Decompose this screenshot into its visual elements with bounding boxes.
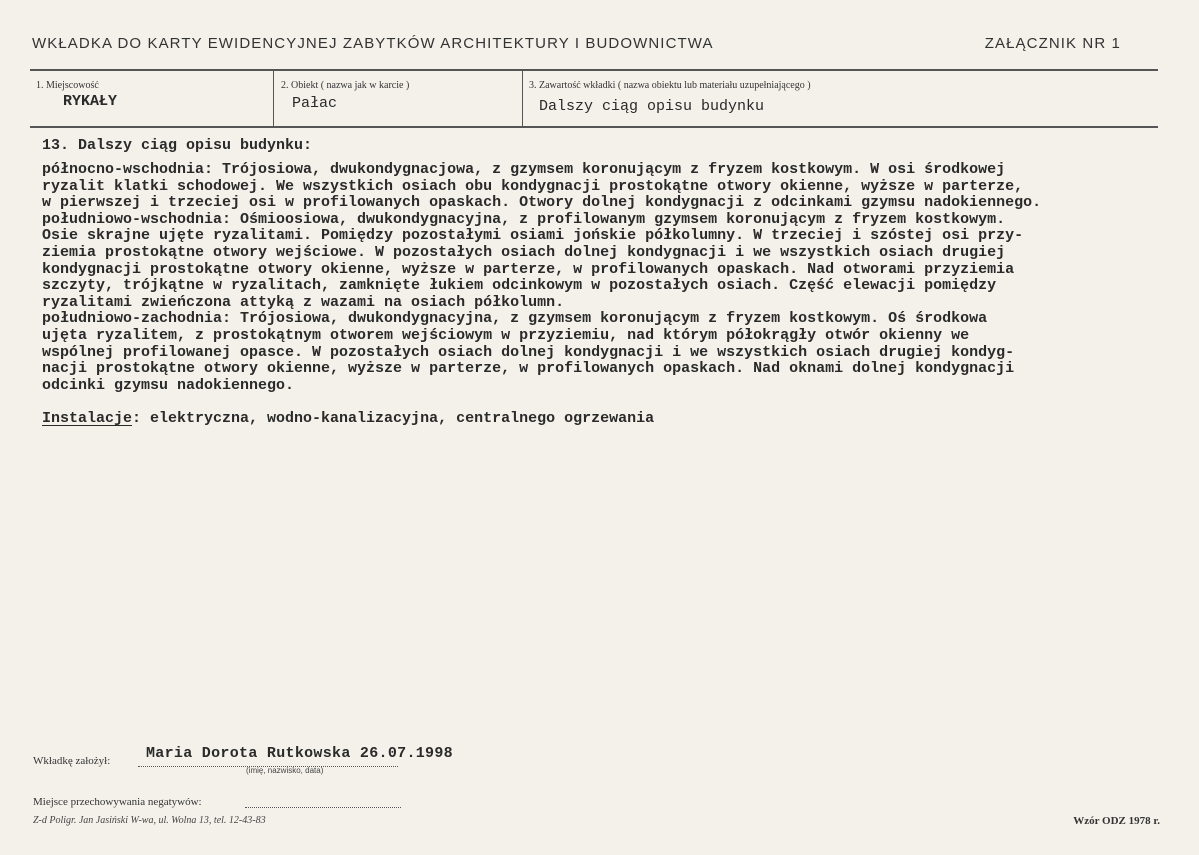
description-line: ryzalit klatki schodowej. We wszystkich osiach obu kondygnacji prostokątne otwory okienne, wyższe w parterze, xyxy=(42,177,1024,195)
author-hint: (imię, nazwisko, data) xyxy=(246,766,324,775)
description-line: Osie skrajne ujęte ryzalitami. Pomiędzy pozostałymi osiami jońskie półkolumny. W trzeciej i szóstej osi przy- xyxy=(42,227,1024,245)
description-line: północno-wschodnia: Trójosiowa, dwukondygnacjowa, z gzymsem koronującym z fryzem kostkowym. W osi środkowej xyxy=(42,161,1006,178)
description-line: nacji prostokątne otwory okienne, wyższe w parterze, w profilowanych opaskach. Nad oknami dolnej kondygnacji xyxy=(42,360,1015,378)
section-title: 13. Dalszy ciąg opisu budynku: xyxy=(42,137,313,154)
negatives-dotted-line xyxy=(245,807,401,808)
contents-value: Dalszy ciąg opisu budynku xyxy=(539,98,765,115)
object-value: Pałac xyxy=(292,95,338,112)
description-line: wspólnej profilowanej opasce. W pozostałych osiach dolnej kondygnacji i we wszystkich osiach drugiej kondyg- xyxy=(42,343,1015,361)
fields-divider-1 xyxy=(273,71,274,126)
locality-value: RYKAŁY xyxy=(63,93,118,110)
fields-divider-2 xyxy=(522,71,523,126)
top-rule xyxy=(30,69,1158,71)
description-line: odcinki gzymsu nadokiennego. xyxy=(42,376,295,394)
description-text xyxy=(42,162,1182,394)
form-id: Wzór ODZ 1978 r. xyxy=(1073,815,1160,827)
description-line: kondygnacji prostokątne otwory okienne, wyższe w parterze, w profilowanych opaskach. Nad otworami przyziemia xyxy=(42,260,1015,278)
printer-info: Z-d Poligr. Jan Jasiński W-wa, ul. Wolna 13, tel. 12-43-83 xyxy=(33,815,266,826)
description-line: ujęta ryzalitem, z prostokątnym otworem wejściowym w przyziemiu, nad którym półokrągły otwór okienny we xyxy=(42,326,970,344)
description-line: południowo-wschodnia: Ośmioosiowa, dwukondygnacyjna, z profilowanym gzymsem koronującym z fryzem kostkowym. xyxy=(42,210,1006,228)
negatives-label: Miejsce przechowywania negatywów: xyxy=(33,796,202,808)
annex-number: ZAŁĄCZNIK NR 1 xyxy=(984,35,1121,52)
document-title: WKŁADKA DO KARTY EWIDENCYJNEJ ZABYTKÓW ARCHITEKTURY I BUDOWNICTWA xyxy=(32,35,714,52)
locality-label: 1. Miejscowość xyxy=(36,80,99,91)
author-signature: Maria Dorota Rutkowska 26.07.1998 xyxy=(146,745,453,762)
contents-label: 3. Zawartość wkładki ( nazwa obiektu lub materiału uzupełniającego ) xyxy=(529,80,811,91)
installations-value: : elektryczna, wodno-kanalizacyjna, centralnego ogrzewania xyxy=(132,410,655,427)
installations-label: Instalacje xyxy=(42,410,133,427)
description-line: południowo-zachodnia: Trójosiowa, dwukondygnacyjna, z gzymsem koronującym z fryzem kostkowym. Oś środkowa xyxy=(42,310,988,328)
description-line: w pierwszej i trzeciej osi w profilowanych opaskach. Otwory dolnej kondygnacji z odcinkami gzymsu nadokiennego. xyxy=(42,194,1042,212)
object-label: 2. Obiekt ( nazwa jak w karcie ) xyxy=(281,80,410,91)
description-line: ziemia prostokątne otwory wejściowe. W pozostałych osiach dolnej kondygnacji i we wszystkich osiach drugiej xyxy=(42,243,1006,261)
author-label: Wkładkę założył: xyxy=(33,755,111,767)
fields-bottom-rule xyxy=(30,126,1158,128)
description-line: szczyty, trójkątne w ryzalitach, zamknięte łukiem odcinkowym w pozostałych osiach. Część elewacji pomiędzy xyxy=(42,277,997,295)
installations-line xyxy=(42,410,654,427)
description-line: ryzalitami zwieńczona attyką z wazami na osiach półkolumn. xyxy=(42,293,565,311)
